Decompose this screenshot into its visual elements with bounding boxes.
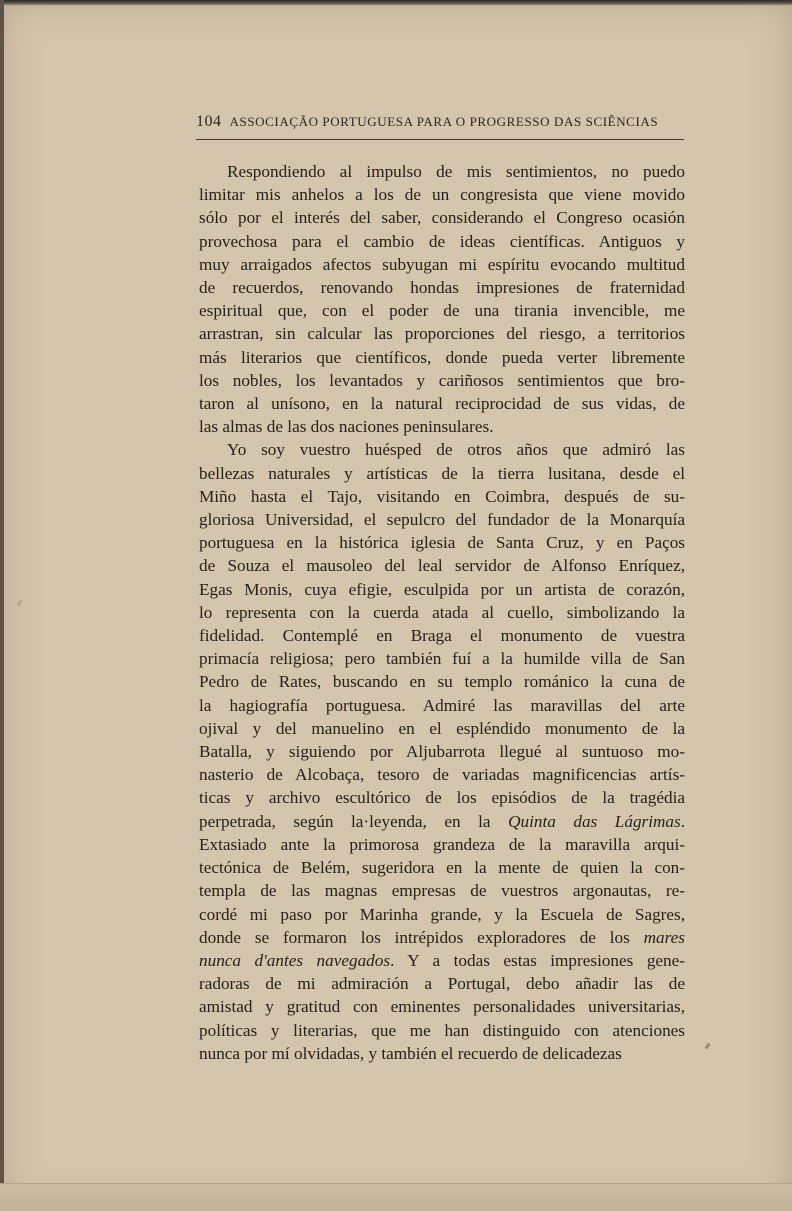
text-line [199, 601, 685, 624]
text-line [199, 253, 685, 276]
text-segment: ojival y del manuelino en el espléndido monumento de la [199, 718, 685, 738]
page-left-edge [0, 0, 4, 1210]
text-segment: espiritual que, con el poder de una tirania invencible, me [199, 301, 685, 321]
text-line [199, 183, 685, 206]
text-segment: Respondiendo al impulso de mis sentimientos, no puedo [227, 162, 685, 181]
text-line [199, 647, 685, 670]
text-segment: . Y a todas estas impresiones gene- [390, 950, 686, 970]
text-segment: Extasiado ante la primorosa grandeza de la maravilla arqui- [199, 834, 685, 854]
text-line [199, 926, 685, 949]
text-segment: amistad y gratitud con eminentes personalidades universitarias, [199, 997, 685, 1017]
text-line [199, 1042, 685, 1065]
text-line [199, 763, 685, 786]
paragraph [199, 160, 685, 438]
text-line [199, 995, 685, 1018]
text-segment: más literarios que científicos, donde pueda verter libremente [199, 347, 685, 367]
text-line [199, 903, 685, 926]
text-segment: tectónica de Belém, sugeridora en la mente de quien la con- [199, 858, 685, 878]
text-segment: provechosa para el cambio de ideas científicas. Antiguos y [199, 231, 685, 251]
text-line [199, 856, 685, 879]
body-text [199, 160, 685, 1065]
text-segment: la hagiografía portuguesa. Admiré las maravillas del arte [199, 695, 685, 715]
text-line [199, 531, 685, 554]
text-line [199, 786, 685, 809]
paper-speck [705, 1043, 711, 1050]
text-segment: Yo soy vuestro huésped de otros años que admiró las [227, 440, 685, 460]
text-segment: muy arraigados afectos subyugan mi espíritu evocando multitud [199, 254, 685, 274]
text-segment: fidelidad. Contemplé en Braga el monumento de vuestra [199, 626, 685, 646]
text-segment: Batalla, y siguiendo por Aljubarrota llegué al suntuoso mo- [199, 742, 685, 762]
text-segment: lo representa con la cuerda atada al cuello, simbolizando la [199, 602, 685, 622]
text-line [199, 554, 685, 577]
text-segment: Egas Monis, cuya efigie, esculpida por un artista de corazón, [199, 579, 685, 599]
paper-speck [17, 600, 23, 607]
text-segment: taron al unísono, en la natural reciprocidad de sus vidas, de [199, 394, 685, 414]
page-header [196, 113, 684, 131]
text-segment: de Souza el mausoleo del leal servidor de Alfonso Enríquez, [199, 556, 685, 576]
text-segment: . [680, 811, 685, 831]
italic-text: nunca d'antes navegados [199, 950, 391, 970]
text-line [199, 206, 685, 229]
page-bottom-edge [0, 1183, 792, 1211]
running-title: ASSOCIAÇÃO PORTUGUESA PARA O PROGRESSO DAS SCIÊNCIAS [229, 114, 659, 129]
text-line [199, 624, 685, 647]
text-segment: Pedro de Rates, buscando en su templo románico la cuna de [199, 672, 685, 692]
text-segment: Miño hasta el Tajo, visitando en Coimbra, después de su- [199, 486, 685, 506]
text-line [199, 346, 685, 369]
text-segment: donde se formaron los intrépidos exploradores de los [199, 927, 644, 947]
text-segment: de recuerdos, renovando hondas impresiones de fraternidad [199, 278, 685, 298]
text-line [199, 369, 685, 392]
italic-text: Quinta das Lágrimas [508, 811, 681, 831]
text-segment: templa de las magnas empresas de vuestros argonautas, re- [199, 881, 685, 901]
text-segment: portuguesa en la histórica iglesia de Santa Cruz, y en Paços [199, 533, 685, 553]
text-segment: nunca por mí olvidadas, y también el recuerdo de delicadezas [199, 1043, 622, 1063]
page-number: 104 [196, 113, 222, 130]
text-line [199, 740, 685, 763]
text-line [199, 670, 685, 693]
text-line [199, 810, 685, 833]
text-line [199, 438, 685, 461]
text-line [199, 578, 685, 601]
text-line [199, 485, 685, 508]
text-segment: nasterio de Alcobaça, tesoro de variadas magnificencias artís- [199, 765, 685, 785]
text-segment: bellezas naturales y artísticas de la tierra lusitana, desde el [199, 463, 685, 483]
italic-text: mares [643, 927, 685, 947]
text-line [199, 717, 685, 740]
text-line [199, 160, 685, 183]
text-line [199, 322, 685, 345]
text-line [199, 972, 685, 995]
text-line [199, 462, 685, 485]
text-line [199, 415, 685, 438]
text-segment: limitar mis anhelos a los de un congresista que viene movido [199, 185, 685, 205]
text-segment: las almas de las dos naciones peninsulares. [199, 417, 494, 437]
page-top-edge [0, 0, 792, 6]
text-line [199, 833, 685, 856]
text-segment: los nobles, los levantados y cariñosos sentimientos que bro- [199, 370, 685, 390]
text-line [199, 392, 685, 415]
text-line [199, 230, 685, 253]
text-segment: radoras de mi admiración a Portugal, debo añadir las de [199, 974, 685, 994]
text-line [199, 694, 685, 717]
header-rule [196, 139, 684, 140]
text-segment: perpetrada, según la·leyenda, en la [199, 811, 509, 831]
text-line [199, 949, 685, 972]
paragraph [199, 438, 685, 1064]
text-segment: sólo por el interés del saber, considerando el Congreso ocasión [199, 208, 685, 228]
text-segment: ticas y archivo escultórico de los episódios de la tragédia [199, 788, 685, 808]
text-line [199, 879, 685, 902]
text-segment: políticas y literarias, que me han distinguido con atenciones [199, 1020, 685, 1040]
text-line [199, 1019, 685, 1042]
text-segment: arrastran, sin calcular las proporciones del riesgo, a territorios [199, 324, 685, 344]
text-line [199, 299, 685, 322]
text-segment: cordé mi paso por Marinha grande, y la Escuela de Sagres, [199, 904, 685, 924]
text-line [199, 276, 685, 299]
text-line [199, 508, 685, 531]
text-segment: gloriosa Universidad, el sepulcro del fundador de la Monarquía [199, 510, 685, 530]
text-segment: primacía religiosa; pero también fuí a la humilde villa de San [199, 649, 685, 669]
